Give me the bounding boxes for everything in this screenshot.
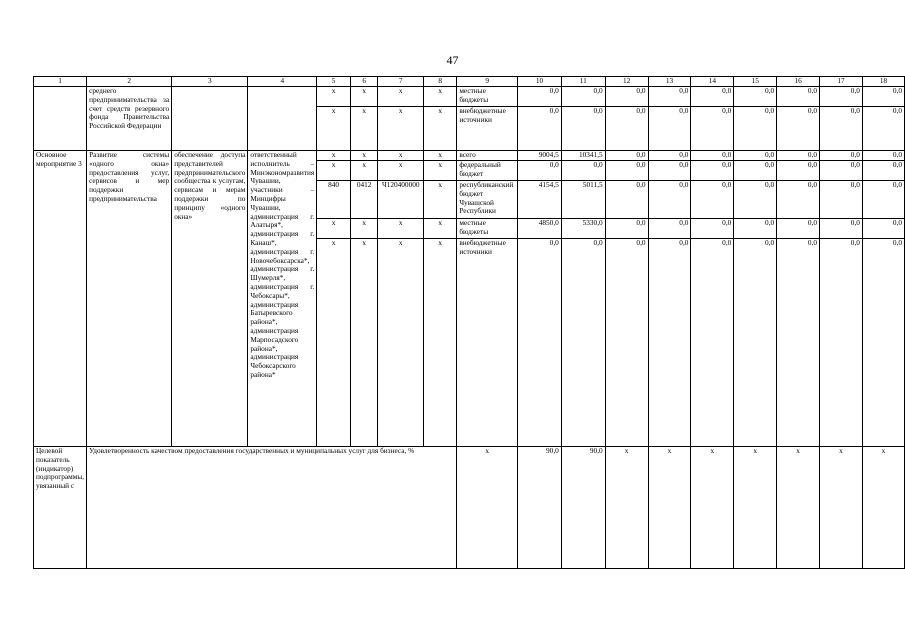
value-cell: 0,0 — [734, 239, 777, 259]
value-cell: 5011,5 — [561, 181, 605, 219]
value-cell: 0,0 — [561, 107, 605, 151]
table-row — [34, 87, 905, 107]
continuation-col3 — [172, 87, 248, 151]
value-cell: 0,0 — [691, 219, 734, 239]
value-cell: 0,0 — [862, 107, 904, 151]
value-cell: 0,0 — [648, 107, 691, 151]
value-cell: 0,0 — [734, 181, 777, 219]
value-cell: 5330,0 — [561, 219, 605, 239]
column-number: 12 — [605, 77, 648, 87]
value-cell: 0,0 — [605, 181, 648, 219]
funding-source: местные бюджеты — [457, 87, 518, 107]
code-cell: x — [378, 87, 424, 107]
code-cell: x — [424, 107, 457, 151]
value-cell: 0,0 — [648, 161, 691, 181]
funding-source: внебюджетные источники — [457, 107, 518, 151]
value-cell: 0,0 — [820, 87, 863, 107]
column-number: 13 — [648, 77, 691, 87]
code-cell: x — [378, 219, 424, 239]
column-number: 17 — [820, 77, 863, 87]
code-cell: x — [317, 239, 351, 259]
code-cell: x — [378, 107, 424, 151]
column-number: 15 — [734, 77, 777, 87]
value-cell: 0,0 — [820, 181, 863, 219]
continuation-col1 — [34, 87, 87, 151]
value-cell: 0,0 — [691, 87, 734, 107]
code-cell: x — [317, 87, 351, 107]
value-cell: 9004,5 — [518, 151, 562, 161]
column-number: 14 — [691, 77, 734, 87]
value-cell: 0,0 — [648, 151, 691, 161]
value-cell: 0,0 — [734, 161, 777, 181]
code-cell: x — [350, 161, 377, 181]
code-cell: x — [424, 219, 457, 239]
code-cell: x — [424, 181, 457, 219]
value-cell: 0,0 — [518, 161, 562, 181]
continuation-description: среднего предпринимательства за счет средств резервного фонда Правительства Российской Федерации — [87, 87, 172, 151]
value-cell: 0,0 — [605, 107, 648, 151]
value-cell: 0,0 — [862, 161, 904, 181]
column-number: 3 — [172, 77, 248, 87]
code-cell: x — [350, 239, 377, 259]
column-number: 10 — [518, 77, 562, 87]
value-cell: 0,0 — [691, 181, 734, 219]
funding-source: всего — [457, 151, 518, 161]
target-value: x — [777, 447, 820, 569]
column-number: 7 — [378, 77, 424, 87]
measure-description: Развитие системы «одного окна» предоставления услуг, сервисов и мер поддержки предпринимательства — [87, 151, 172, 447]
value-cell: 0,0 — [777, 151, 820, 161]
value-cell: 0,0 — [777, 219, 820, 239]
target-value: x — [691, 447, 734, 569]
target-row — [34, 447, 905, 569]
value-cell: 0,0 — [648, 219, 691, 239]
value-cell: 0,0 — [777, 107, 820, 151]
value-cell: 0,0 — [648, 239, 691, 259]
budget-table — [33, 76, 905, 569]
code-cell: x — [317, 161, 351, 181]
value-cell: 0,0 — [518, 87, 562, 107]
column-number: 11 — [561, 77, 605, 87]
value-cell: 0,0 — [561, 239, 605, 259]
funding-source: республиканский бюджет Чувашской Республики — [457, 181, 518, 219]
value-cell: 0,0 — [820, 239, 863, 259]
target-value: x — [648, 447, 691, 569]
value-cell: 0,0 — [777, 87, 820, 107]
value-cell: 0,0 — [691, 151, 734, 161]
funding-source: федеральный бюджет — [457, 161, 518, 181]
value-cell: 0,0 — [605, 87, 648, 107]
code-cell: x — [350, 107, 377, 151]
column-number: 2 — [87, 77, 172, 87]
value-cell: 0,0 — [605, 161, 648, 181]
code-cell: x — [378, 239, 424, 259]
value-cell: 10341,5 — [561, 151, 605, 161]
value-cell: 0,0 — [605, 239, 648, 259]
code-cell: x — [317, 151, 351, 161]
value-cell: 0,0 — [862, 87, 904, 107]
value-cell: 0,0 — [691, 107, 734, 151]
value-cell: 0,0 — [820, 219, 863, 239]
measure-goal: обеспечение доступа представителей предпринимательского сообщества к услугам, сервисам и мерам поддержки по принципу «одного окна» — [172, 151, 248, 447]
column-number: 9 — [457, 77, 518, 87]
column-number: 5 — [317, 77, 351, 87]
value-cell: 0,0 — [691, 239, 734, 259]
measure-executors: ответственный исполнитель – Минэкономразвития Чувашии, участники – Минцифры Чувашии, администрация г. Алатыря*, администрация г. Канаш*, администрация г. Новочебоксарска*, администрация г. Шумерля*, администрация г. Чебоксары*, администрация Батыревского района*, администрация Марпосадского района*, администрация Чебоксарского района* — [248, 151, 317, 447]
value-cell: 4154,5 — [518, 181, 562, 219]
funding-source: местные бюджеты — [457, 219, 518, 239]
value-cell: 0,0 — [691, 161, 734, 181]
column-number: 18 — [862, 77, 904, 87]
value-cell: 0,0 — [777, 181, 820, 219]
value-cell: 0,0 — [561, 161, 605, 181]
target-value: x — [820, 447, 863, 569]
code-cell: x — [424, 87, 457, 107]
code-cell: x — [424, 151, 457, 161]
code-cell: x — [350, 151, 377, 161]
value-cell: 4850,0 — [518, 219, 562, 239]
value-cell: 0,0 — [862, 239, 904, 259]
value-cell: 0,0 — [734, 87, 777, 107]
value-cell: 0,0 — [734, 107, 777, 151]
value-cell: 0,0 — [648, 87, 691, 107]
column-number: 4 — [248, 77, 317, 87]
target-value: 90,0 — [561, 447, 605, 569]
value-cell: 0,0 — [862, 219, 904, 239]
code-cell: x — [378, 161, 424, 181]
value-cell: 0,0 — [820, 161, 863, 181]
target-text: Удовлетворенность качеством предоставления государственных и муниципальных услуг для бизнеса, % — [87, 447, 457, 569]
target-value: x — [734, 447, 777, 569]
value-cell: 0,0 — [862, 181, 904, 219]
value-cell: 0,0 — [648, 181, 691, 219]
code-cell: x — [350, 87, 377, 107]
column-number: 6 — [350, 77, 377, 87]
code-cell: x — [317, 107, 351, 151]
value-cell: 0,0 — [777, 239, 820, 259]
target-value: 90,0 — [518, 447, 562, 569]
target-value: x — [605, 447, 648, 569]
column-number: 1 — [34, 77, 87, 87]
code-cell: x — [317, 219, 351, 239]
measure-label: Основное мероприятие 3 — [34, 151, 87, 447]
value-cell: 0,0 — [518, 239, 562, 259]
header-row — [34, 77, 905, 87]
value-cell: 0,0 — [518, 107, 562, 151]
value-cell: 0,0 — [820, 107, 863, 151]
value-cell: 0,0 — [734, 219, 777, 239]
code-cell: 840 — [317, 181, 351, 219]
value-cell: 0,0 — [605, 219, 648, 239]
code-cell: 0412 — [350, 181, 377, 219]
continuation-col4 — [248, 87, 317, 151]
target-value: x — [862, 447, 904, 569]
code-cell: Ч120400000 — [378, 181, 424, 219]
code-cell: x — [378, 151, 424, 161]
code-cell: x — [424, 161, 457, 181]
value-cell: 0,0 — [561, 87, 605, 107]
code-cell: x — [424, 239, 457, 259]
column-number: 8 — [424, 77, 457, 87]
value-cell: 0,0 — [862, 151, 904, 161]
table-row — [34, 151, 905, 161]
funding-source: внебюджетные источники — [457, 239, 518, 259]
code-cell: x — [350, 219, 377, 239]
page-number: 47 — [446, 53, 459, 67]
value-cell: 0,0 — [734, 151, 777, 161]
column-number: 16 — [777, 77, 820, 87]
target-col9: x — [457, 447, 518, 569]
value-cell: 0,0 — [777, 161, 820, 181]
value-cell: 0,0 — [605, 151, 648, 161]
value-cell: 0,0 — [820, 151, 863, 161]
target-label: Целевой показатель (индикатор) подпрограммы, увязанный с — [34, 447, 87, 569]
